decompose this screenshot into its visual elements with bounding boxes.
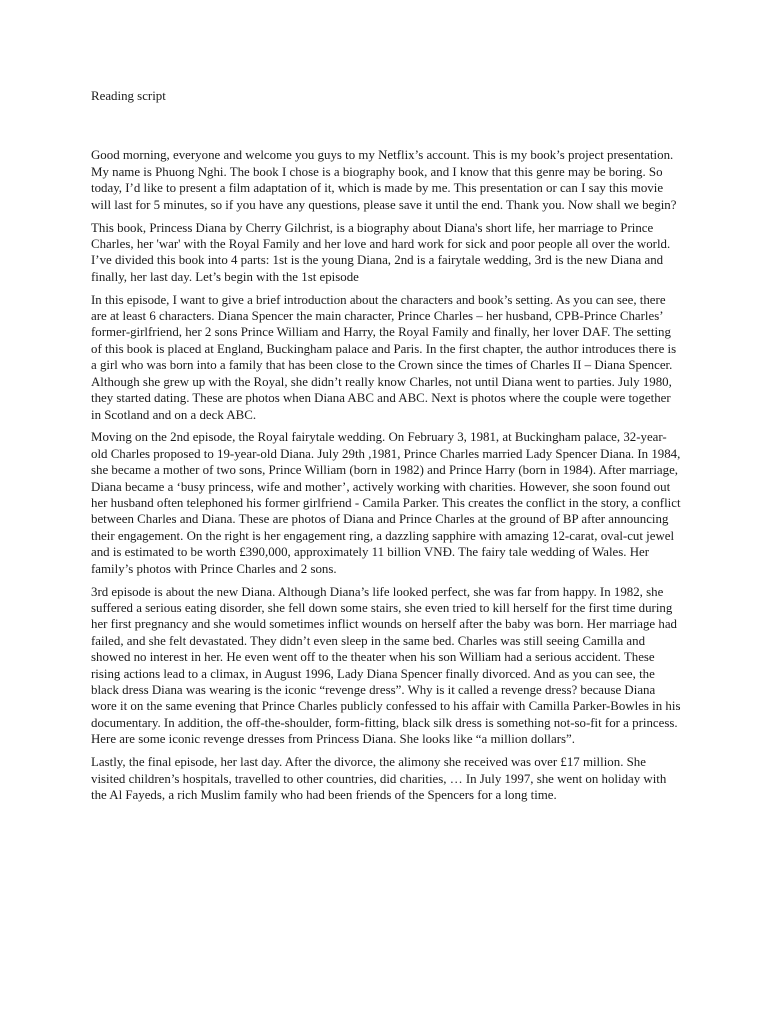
document-title: Reading script xyxy=(91,89,166,103)
document-page xyxy=(91,88,683,810)
paragraph-introduction: Good morning, everyone and welcome you guys to my Netflix’s account. This is my book’s project presentation. My name is Phuong Nghi. The book I chose is a biography book, and I know that this genre may be boring. So today, I’d like to present a film adaptation of it, which is made by me. This presentation or can I say this movie will last for 5 minutes, so if you have any questions, please save it until the end. Thank you. Now shall we begin? xyxy=(91,148,677,212)
paragraph-book-overview: This book, Princess Diana by Cherry Gilchrist, is a biography about Diana's short life, her marriage to Prince Charles, her 'war' with the Royal Family and her love and hard work for sick and poor people all over the world. I’ve divided this book into 4 parts: 1st is the young Diana, 2nd is a fairytale wedding, 3rd is the new Diana and finally, her last day. Let’s begin with the 1st episode xyxy=(91,220,671,284)
paragraph-episode-1: In this episode, I want to give a brief introduction about the characters and book’s setting. As you can see, there are at least 6 characters. Diana Spencer the main character, Prince Charles – her husband, CPB-Prince Charles’ former-girlfriend, her 2 sons Prince William and Harry, the Royal Family and finally, her lover DAF. The setting of this book is placed at England, Buckingham palace and Paris. In the first chapter, the author introduces there is a girl who was born into a family that has been close to the Crown since the times of Charles II – Diana Spencer. Although she grew up with the Royal, she didn’t really know Charles, not until Diana went to parties. July 1980, they started dating. These are photos when Diana ABC and ABC. Next is photos where the couple were together in Scotland and on a deck ABC. xyxy=(91,292,677,422)
paragraph-episode-3: 3rd episode is about the new Diana. Although Diana’s life looked perfect, she was far from happy. In 1982, she suffered a serious eating disorder, she fell down some stairs, she even tried to kill herself for the first time during her first pregnancy and she would sometimes inflict wounds on herself after the baby was born. Her marriage had failed, and she felt devastated. They didn’t even sleep in the same bed. Charles was still seeing Camilla and showed no interest in her. He even went off to the theater when his son William had a serious accident. These rising actions lead to a climax, in August 1996, Lady Diana Spencer finally divorced. And as you can see, the black dress Diana was wearing is the iconic “revenge dress”. Why is it called a revenge dress? because Diana wore it on the same evening that Prince Charles publicly confessed to his affair with Camilla Parker-Bowles in his documentary. In addition, the off-the-shoulder, form-fitting, black silk dress is something not-so-fit for a princess. Here are some iconic revenge dresses from Princess Diana. She looks like “a million dollars”. xyxy=(91,584,681,747)
paragraph-episode-2: Moving on the 2nd episode, the Royal fairytale wedding. On February 3, 1981, at Buckingham palace, 32-year-old Charles proposed to 19-year-old Diana. July 29th ,1981, Prince Charles married Lady Spencer Diana. In 1984, she became a mother of two sons, Prince William (born in 1982) and Prince Harry (born in 1984). After marriage, Diana became a ‘busy princess, wife and mother’, actively working with charities. However, she soon found out her husband often telephoned his former girlfriend - Camila Parker. This creates the conflict in the story, a conflict between Charles and Diana. These are photos of Diana and Prince Charles at the ground of BP after announcing their engagement. On the right is her engagement ring, a dazzling sapphire with amazing 12-carat, oval-cut jewel and is estimated to be worth £390,000, approximately 11 billion VNĐ. The fairy tale wedding of Wales. Her family’s photos with Prince Charles and 2 sons. xyxy=(91,430,681,576)
paragraph-episode-4: Lastly, the final episode, her last day. After the divorce, the alimony she received was over £17 million. She visited children’s hospitals, travelled to other countries, did charities, … In July 1997, she went on holiday with the Al Fayeds, a rich Muslim family who had been friends of the Spencers for a long time. xyxy=(91,755,667,802)
